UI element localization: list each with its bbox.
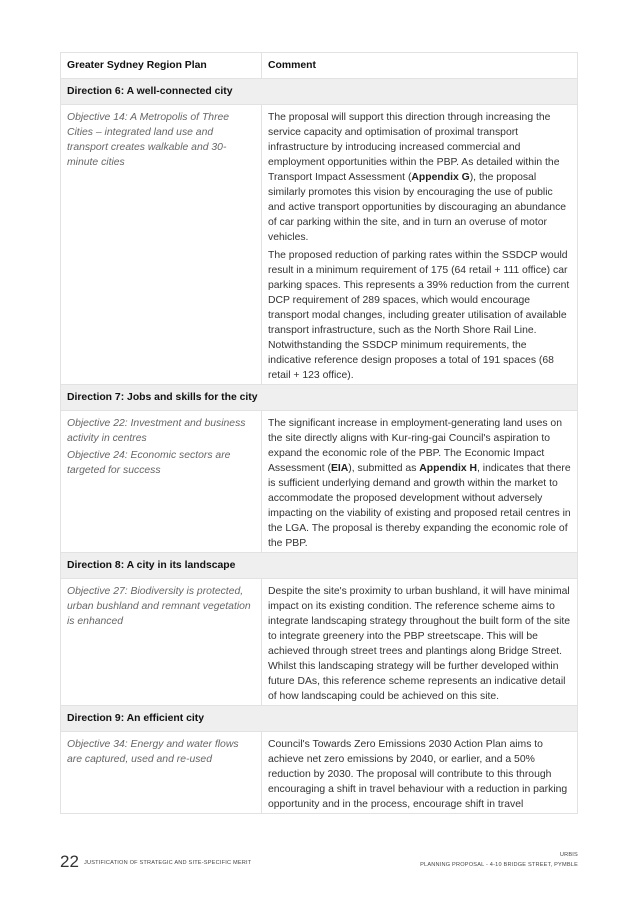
direction-row xyxy=(61,385,578,411)
direction-heading: Direction 6: A well-connected city xyxy=(61,79,578,105)
header-comment: Comment xyxy=(262,53,578,79)
objective-text: Objective 24: Economic sectors are targeted for success xyxy=(67,450,231,476)
objective-text: Objective 34: Energy and water flows are captured, used and re-used xyxy=(67,739,239,765)
reference-bold: EIA xyxy=(330,463,349,474)
direction-heading: Direction 9: An efficient city xyxy=(61,706,578,732)
comment-text: Council's Towards Zero Emissions 2030 Action Plan aims to achieve net zero emissions by 2040, or earlier, and a 50% reduction by 2030. The proposal will contribute to this through encouraging a shift in travel behaviour with a reduction in parking opportunity and in the process, encourage shift in travel xyxy=(268,739,568,810)
objective-text: Objective 14: A Metropolis of Three Cities – integrated land use and transport creates walkable and 30-minute cities xyxy=(67,112,230,168)
comment-paragraph xyxy=(268,110,571,245)
comment-text: The significant increase in employment-generating land uses on the site directly aligns with Kur-ring-gai Council's aspiration to expand the economic role of the PBP. The Economic Impact Assessment ( xyxy=(268,418,562,474)
direction-row xyxy=(61,553,578,579)
objective-row xyxy=(61,411,578,553)
direction-heading: Direction 8: A city in its landscape xyxy=(61,553,578,579)
header-region-plan: Greater Sydney Region Plan xyxy=(61,53,262,79)
comment-text: ), submitted as xyxy=(348,463,420,474)
direction-row xyxy=(61,79,578,105)
region-plan-table xyxy=(60,52,578,814)
footer-section-title: JUSTIFICATION OF STRATEGIC AND SITE-SPECIFIC MERIT xyxy=(84,860,252,866)
objective-row xyxy=(61,579,578,706)
comment-paragraph xyxy=(268,584,571,704)
direction-row xyxy=(61,706,578,732)
reference-bold: Appendix H xyxy=(419,463,478,474)
comment-paragraph xyxy=(268,416,571,551)
objective-cell xyxy=(61,105,262,385)
comment-text: ), the proposal similarly promotes this vision by encouraging the use of public and active transport opportunities by discouraging an abundance of car parking within the site, and in turn an overuse of motor vehicles. xyxy=(268,172,567,243)
comment-cell xyxy=(262,411,578,553)
objective-cell xyxy=(61,579,262,706)
comment-text: The proposal will support this direction through increasing the service capacity and optimisation of proximal transport infrastructure by introducing increased commercial and employment opportunities within the PBP. As detailed within the Transport Impact Assessment ( xyxy=(268,112,560,183)
comment-text: , indicates that there is sufficient underlying demand and growth within the market to accommodate the proposed development without adversely impacting on the viability of existing and proposed retail centres in the LGA. The proposal is thereby expanding the economic role of the PBP. xyxy=(268,463,571,549)
comment-text: Despite the site's proximity to urban bushland, it will have minimal impact on its existing condition. The reference scheme aims to integrate landscaping strategy throughout the built form of the site to integrate greenery into the PBP streetscape. This will be achieved through street trees and plantings along Bridge Street. Whilst this landscaping strategy will be further developed within future DAs, this reference scheme represents an indicative detail of how landscaping could be achieved on this site. xyxy=(268,586,571,702)
table-header-row xyxy=(61,53,578,79)
objective-row xyxy=(61,732,578,814)
comment-paragraph xyxy=(268,248,571,383)
objective-text: Objective 27: Biodiversity is protected, urban bushland and remnant vegetation is enhanced xyxy=(67,586,251,627)
objective-text: Objective 22: Investment and business activity in centres xyxy=(67,418,246,444)
direction-heading: Direction 7: Jobs and skills for the city xyxy=(61,385,578,411)
footer-document-title: PLANNING PROPOSAL - 4-10 BRIDGE STREET, PYMBLE xyxy=(420,862,578,868)
comment-cell xyxy=(262,732,578,814)
footer-brand: URBIS xyxy=(559,852,578,858)
reference-bold: Appendix G xyxy=(411,172,470,183)
comment-cell xyxy=(262,579,578,706)
comment-paragraph xyxy=(268,737,571,812)
comment-text: The proposed reduction of parking rates within the SSDCP would result in a minimum requirement of 175 (64 retail + 111 office) car parking spaces. This represents a 39% reduction from the current DCP requirement of 289 spaces, which would encourage transport modal changes, including greater utilisation of available transport infrastructure, such as the North Shore Rail Line. Notwithstanding the SSDCP minimum requirements, the indicative reference design proposes a total of 191 spaces (68 retail + 123 office). xyxy=(268,250,570,381)
page-number: 22 xyxy=(60,852,79,871)
objective-cell xyxy=(61,411,262,553)
comment-cell xyxy=(262,105,578,385)
table-body xyxy=(61,79,578,814)
objective-cell xyxy=(61,732,262,814)
objective-row xyxy=(61,105,578,385)
